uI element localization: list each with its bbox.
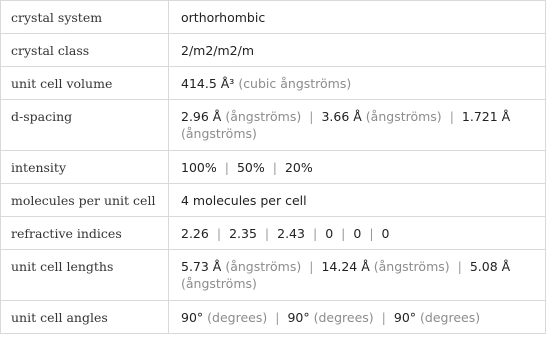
property-value xyxy=(169,67,546,100)
property-label: intensity xyxy=(1,151,169,184)
value-unit: (degrees) xyxy=(207,310,268,325)
property-value xyxy=(169,34,546,67)
value-separator: | xyxy=(449,109,454,124)
property-value xyxy=(169,250,546,301)
value-text: 4 molecules per cell xyxy=(181,193,307,208)
value-unit: (degrees) xyxy=(313,310,374,325)
value-unit: (ångströms) xyxy=(225,259,302,274)
table-row xyxy=(1,217,546,250)
value-text: 20% xyxy=(284,160,313,175)
property-value xyxy=(169,151,546,184)
value-separator: | xyxy=(381,310,386,325)
value-separator: | xyxy=(457,259,462,274)
property-value xyxy=(169,184,546,217)
value-text: 90° xyxy=(393,310,417,325)
table-row xyxy=(1,151,546,184)
value-separator: | xyxy=(275,310,280,325)
property-value xyxy=(169,1,546,34)
value-text: 90° xyxy=(181,310,204,325)
property-label: crystal class xyxy=(1,34,169,67)
value-text: 2.35 xyxy=(229,226,257,241)
value-text: 50% xyxy=(236,160,265,175)
value-unit: (ångströms) xyxy=(181,276,257,291)
value-text: 414.5 Å³ xyxy=(181,76,235,91)
property-label: refractive indices xyxy=(1,217,169,250)
value-unit: (ångströms) xyxy=(225,109,302,124)
property-label: unit cell volume xyxy=(1,67,169,100)
value-text: 100% xyxy=(181,160,217,175)
value-text: 3.66 Å xyxy=(321,109,362,124)
value-unit: (degrees) xyxy=(420,310,481,325)
value-separator: | xyxy=(312,226,318,241)
value-separator: | xyxy=(309,109,314,124)
property-value xyxy=(169,100,546,151)
property-label: unit cell lengths xyxy=(1,250,169,301)
value-unit: (ångströms) xyxy=(373,259,450,274)
table-row xyxy=(1,67,546,100)
property-value xyxy=(169,217,546,250)
table-row xyxy=(1,1,546,34)
property-value xyxy=(169,301,546,334)
value-text: 0 xyxy=(381,226,390,241)
value-separator: | xyxy=(224,160,229,175)
value-unit: (ångströms) xyxy=(181,126,257,141)
value-separator: | xyxy=(264,226,270,241)
value-text: 5.73 Å xyxy=(181,259,222,274)
table-row xyxy=(1,34,546,67)
property-label: crystal system xyxy=(1,1,169,34)
value-text: 2/m2/m2/m xyxy=(181,43,255,58)
property-label: d-spacing xyxy=(1,100,169,151)
value-separator: | xyxy=(341,226,346,241)
value-separator: | xyxy=(216,226,222,241)
value-separator: | xyxy=(309,259,314,274)
value-text: 2.43 xyxy=(277,226,305,241)
value-text: 14.24 Å xyxy=(321,259,370,274)
value-text: 1.721 Å xyxy=(461,109,511,124)
property-label: unit cell angles xyxy=(1,301,169,334)
table-row xyxy=(1,250,546,301)
table-row xyxy=(1,301,546,334)
value-text: 90° xyxy=(287,310,310,325)
value-separator: | xyxy=(369,226,374,241)
value-separator: | xyxy=(272,160,277,175)
value-text: 2.26 xyxy=(181,226,209,241)
properties-table-body xyxy=(1,1,546,334)
value-text: 5.08 Å xyxy=(469,259,511,274)
value-text: 0 xyxy=(325,226,334,241)
value-text: 2.96 Å xyxy=(181,109,222,124)
value-unit: (ångströms) xyxy=(365,109,442,124)
table-row xyxy=(1,100,546,151)
property-label: molecules per unit cell xyxy=(1,184,169,217)
value-text: 0 xyxy=(353,226,362,241)
table-row xyxy=(1,184,546,217)
value-text: orthorhombic xyxy=(181,10,266,25)
value-unit: (cubic ångströms) xyxy=(238,76,352,91)
